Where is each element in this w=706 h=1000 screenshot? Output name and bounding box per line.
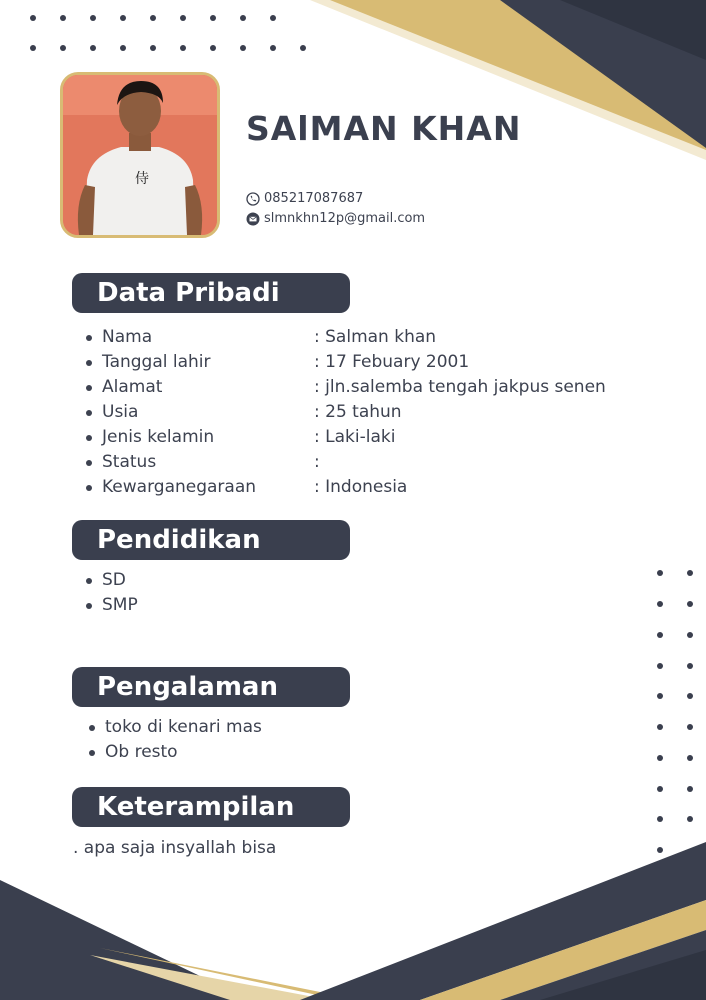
field-label: Nama	[102, 327, 153, 347]
section-title-personal: Data Pribadi	[72, 273, 350, 313]
field-label: Kewarganegaraan	[102, 477, 257, 497]
phone-number: 085217087687	[264, 191, 364, 206]
list-item	[86, 350, 646, 375]
list-item: SD	[86, 568, 138, 593]
full-name: SAlMAN KHAN	[246, 109, 522, 148]
list-item	[86, 325, 646, 350]
list-item	[86, 450, 646, 475]
dot-pattern-top	[20, 8, 320, 58]
phone-contact	[246, 191, 363, 206]
education-list	[86, 568, 138, 618]
email-address: slmnkhn12p@gmail.com	[264, 211, 426, 226]
skills-text: . apa saja insyallah bisa	[73, 838, 277, 858]
email-icon	[246, 212, 260, 226]
field-value: : Laki-laki	[314, 427, 396, 447]
dot-pattern-right	[648, 562, 698, 862]
section-title-education: Pendidikan	[72, 520, 350, 560]
field-value: : Salman khan	[314, 327, 437, 347]
section-title-experience: Pengalaman	[72, 667, 350, 707]
experience-list	[89, 715, 262, 765]
field-label: Usia	[102, 402, 139, 422]
list-item	[86, 425, 646, 450]
list-item	[86, 475, 646, 500]
svg-text:侍: 侍	[135, 171, 149, 187]
field-value: :	[314, 452, 320, 472]
personal-data-list	[86, 325, 646, 500]
email-contact	[246, 211, 425, 226]
list-item	[86, 375, 646, 400]
field-value: : 25 tahun	[314, 402, 402, 422]
field-value: : Indonesia	[314, 477, 408, 497]
field-label: Alamat	[102, 377, 163, 397]
phone-icon	[246, 192, 260, 206]
field-label: Status	[102, 452, 157, 472]
field-label: Jenis kelamin	[102, 427, 215, 447]
field-value: : jln.salemba tengah jakpus senen	[314, 377, 606, 397]
list-item: toko di kenari mas	[89, 715, 262, 740]
list-item: SMP	[86, 593, 138, 618]
section-title-skills: Keterampilan	[72, 787, 350, 827]
field-value: : 17 Febuary 2001	[314, 352, 470, 372]
field-label: Tanggal lahir	[102, 352, 211, 372]
list-item: Ob resto	[89, 740, 262, 765]
list-item	[86, 400, 646, 425]
profile-photo	[60, 72, 220, 238]
